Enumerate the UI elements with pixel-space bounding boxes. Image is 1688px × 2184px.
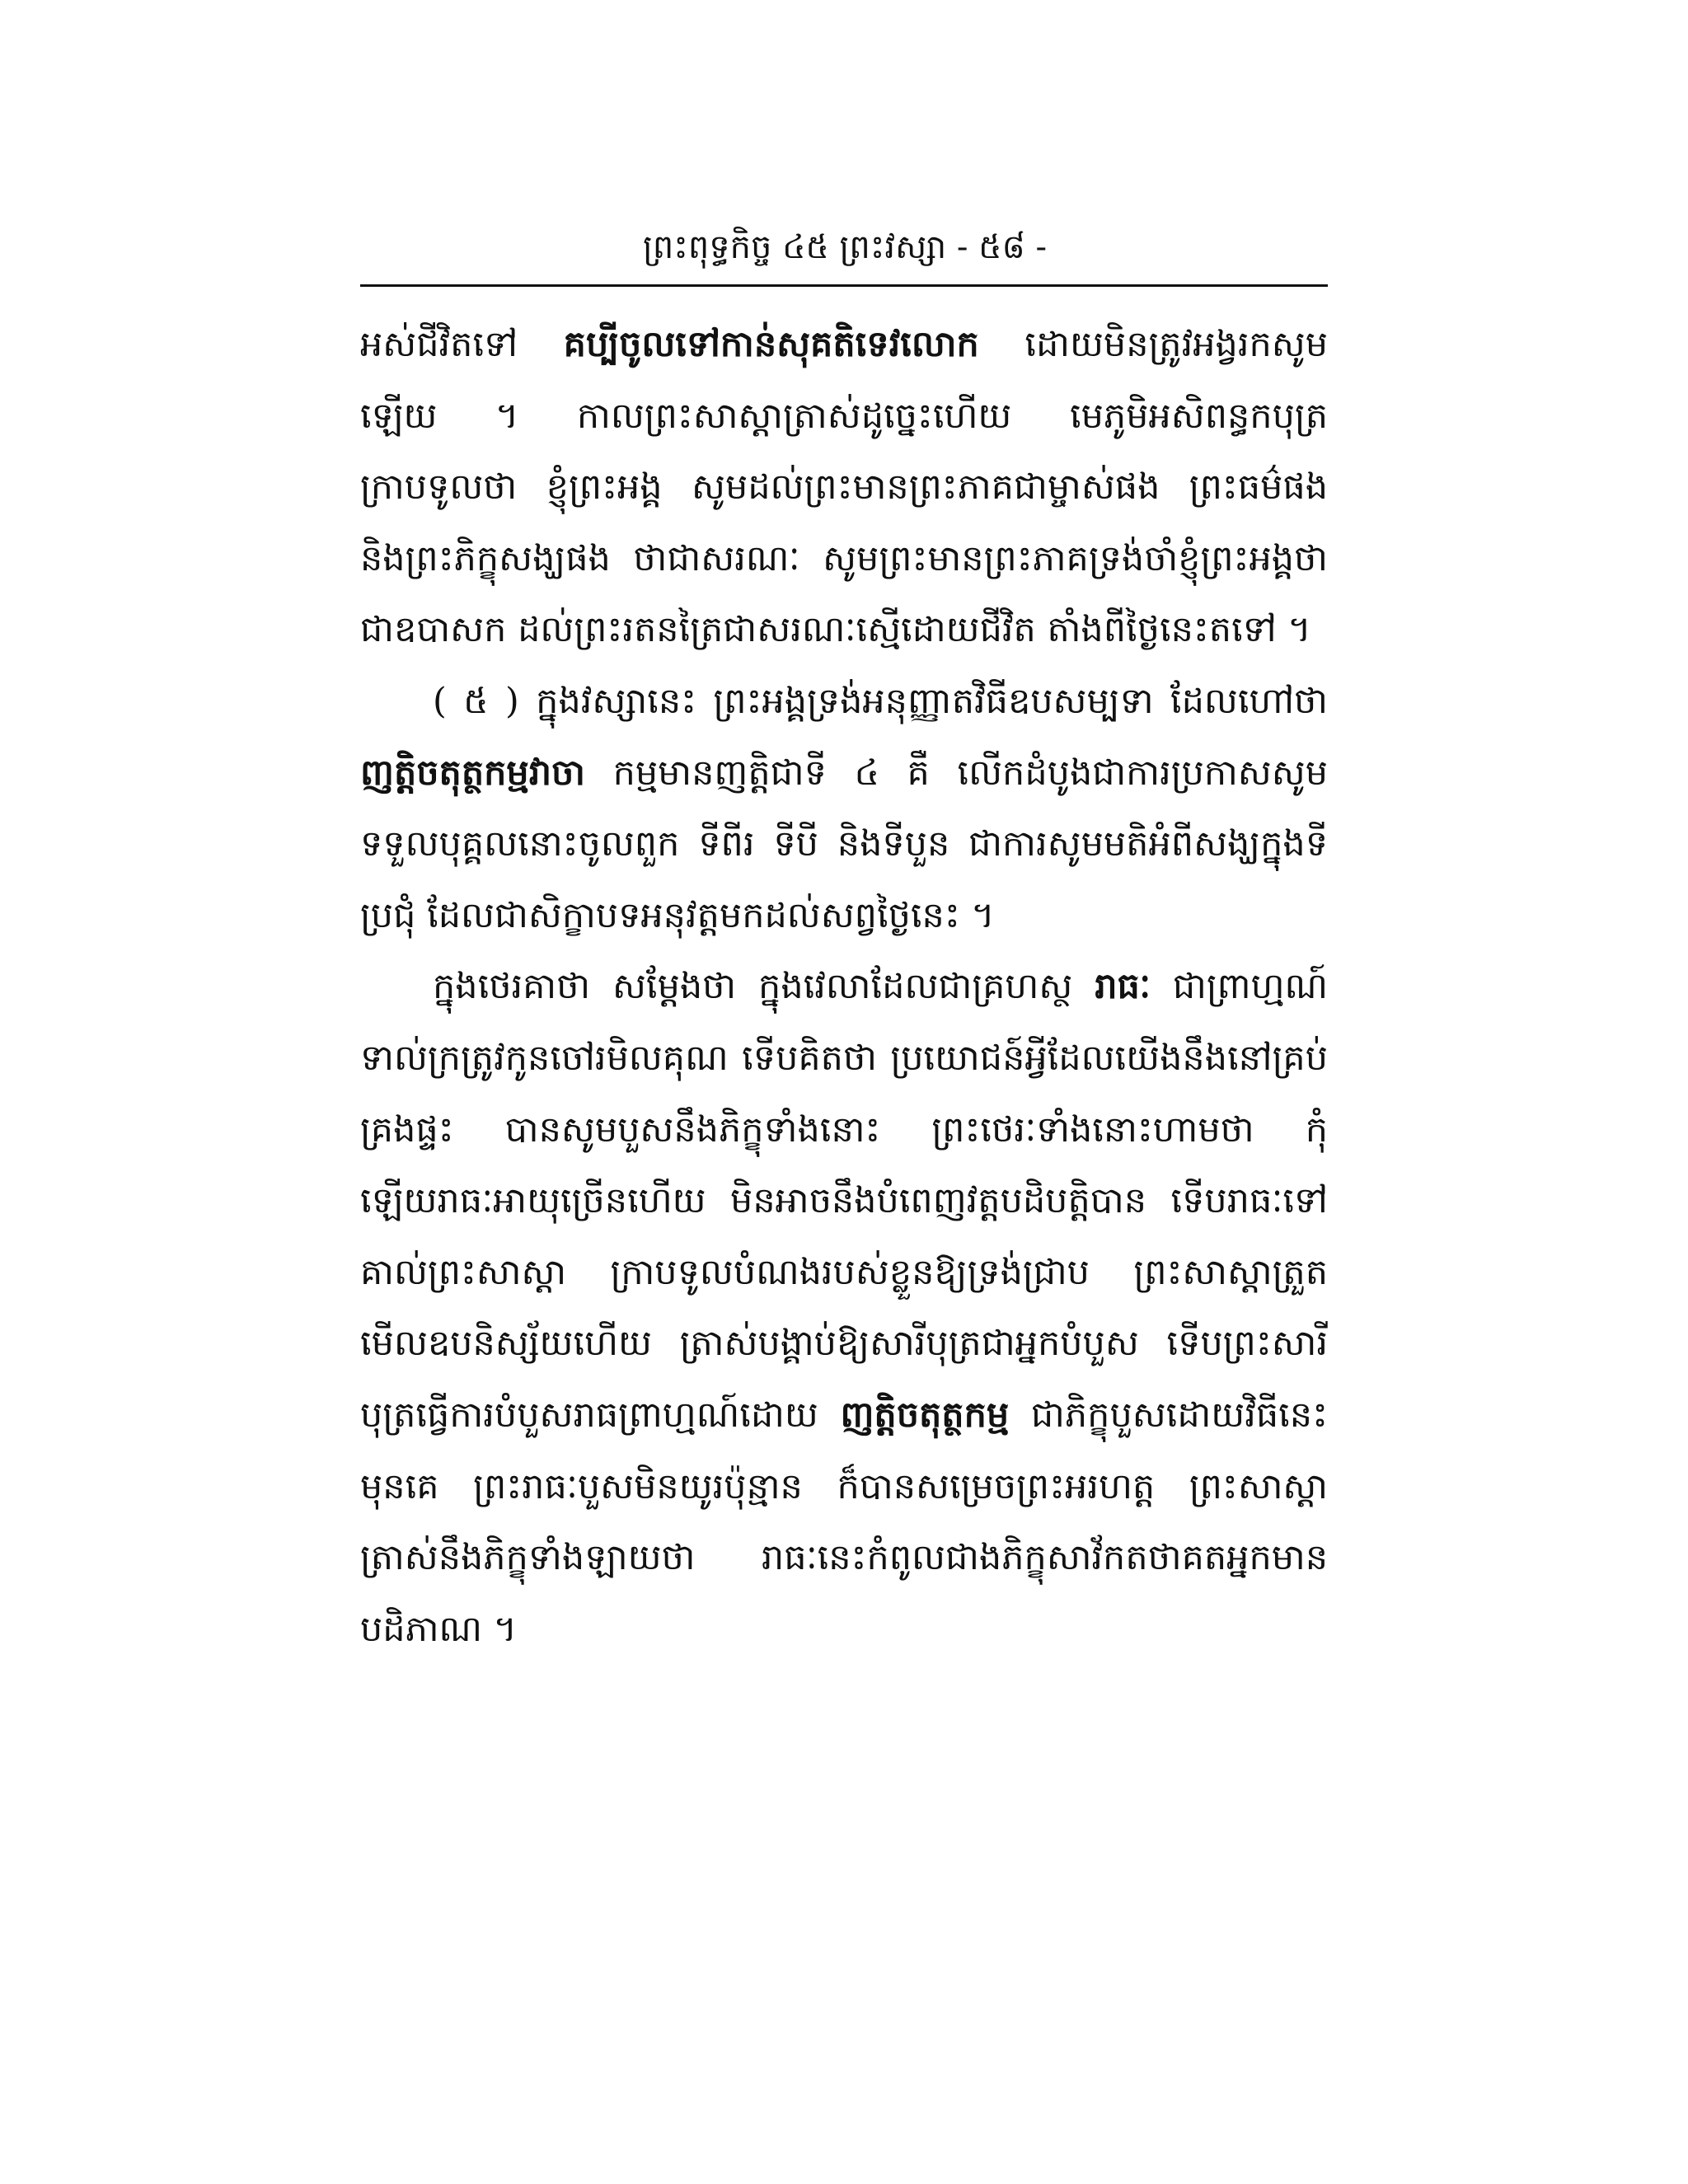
paragraph-2 [360, 666, 1328, 951]
paragraph-3-bold-name: រាធៈ [1095, 966, 1151, 1008]
paragraph-1-text: អស់ជីវិតទៅ [360, 324, 564, 365]
running-header [363, 223, 1327, 284]
paragraph-2-text: ( ៥ ) ក្នុងវស្សានេះ ព្រះអង្គទ្រង់អនុញ្ញាតវិធីឧបសម្បទា ដែលហៅថា [433, 680, 1328, 722]
paragraph-3-text: ជាភិក្ខុបួសដោយវិធីនេះមុនគេ ព្រះរាធៈបួសមិនយូរប៉ុន្មាន ក៏បានសម្រេចព្រះអរហត្ត ព្រះសាស្ដាត្រាស់នឹងភិក្ខុទាំងឡាយថា រាធៈនេះកំពូលជាងភិក្ខុសាវ័កតថាគតអ្នកមានបដិភាណ ។ [360, 1394, 1328, 1650]
paragraph-3-bold-term: ញត្តិចតុត្ថកម្ម [840, 1394, 1010, 1436]
paragraph-2-bold-term: ញត្តិចតុត្ថកម្មវាចា [360, 752, 585, 794]
paragraph-3 [360, 951, 1328, 1665]
header-rule [360, 284, 1328, 287]
header-page-number: - ៥៨ - [956, 228, 1048, 266]
paragraph-3-text: ជាព្រាហ្មណ៍ទាល់ក្រត្រូវកូនចៅរមិលគុណ ទើបគិតថា ប្រយោជន៍អ្វីដែលយើងនឹងនៅគ្រប់គ្រងផ្ទះ បានសូមបួសនឹងភិក្ខុទាំងនោះ ព្រះថេរៈទាំងនោះហាមថា កុំឡើយរាធៈអាយុច្រើនហើយ មិនអាចនឹងបំពេញវត្តបដិបត្តិបាន ទើបរាធៈទៅគាល់ព្រះសាស្ដា ក្រាបទូលបំណងរបស់ខ្លួនឱ្យទ្រង់ជ្រាប ព្រះសាស្ដាត្រួតមើលឧបនិស្ស័យហើយ ត្រាស់បង្គាប់ឱ្យសារីបុត្រជាអ្នកបំបួស ទើបព្រះសារីបុត្រធ្វើការបំបួសរាធព្រាហ្មណ៍ដោយ [360, 966, 1328, 1436]
paragraph-1-text: ដោយមិនត្រូវអង្វរកសូមឡើយ ។ កាលព្រះសាស្ដាត្រាស់ដូច្នេះហើយ មេភូមិអសិពន្ធកបុត្រ ក្រាបទូលថា ខ្ញុំព្រះអង្គ សូមដល់ព្រះមានព្រះភាគជាម្ចាស់ផង ព្រះធម៌ផង និងព្រះភិក្ខុសង្ឃផង ថាជាសរណៈ សូមព្រះមានព្រះភាគទ្រង់ចាំខ្ញុំព្រះអង្គថាជាឧបាសក ដល់ព្រះរតនត្រៃជាសរណៈស្មើដោយជីវិត តាំងពីថ្ងៃនេះតទៅ ។ [360, 324, 1329, 651]
header-title: ព្រះពុទ្ធកិច្ច ៤៥ ព្រះវស្សា [642, 228, 947, 266]
paragraph-2-text: កម្មមានញត្តិជាទី ៤ គឺ លើកដំបូងជាការប្រកាសសូមទទួលបុគ្គលនោះចូលពួក ទីពីរ ទីបី និងទីបួន ជាការសូមមតិអំពីសង្ឃក្នុងទីប្រជុំ ដែលជាសិក្ខាបទអនុវត្តមកដល់សព្វថ្ងៃនេះ ។ [360, 752, 1328, 936]
paragraph-1-bold-term: គប្បីចូលទៅកាន់សុគតិទេវលោក [563, 324, 979, 365]
paragraph-3-text: ក្នុងថេរគាថា សម្ដែងថា ក្នុងវេលាដែលជាគ្រហស្ថ [433, 966, 1095, 1008]
body-text [360, 309, 1328, 1665]
paragraph-1 [360, 309, 1328, 666]
